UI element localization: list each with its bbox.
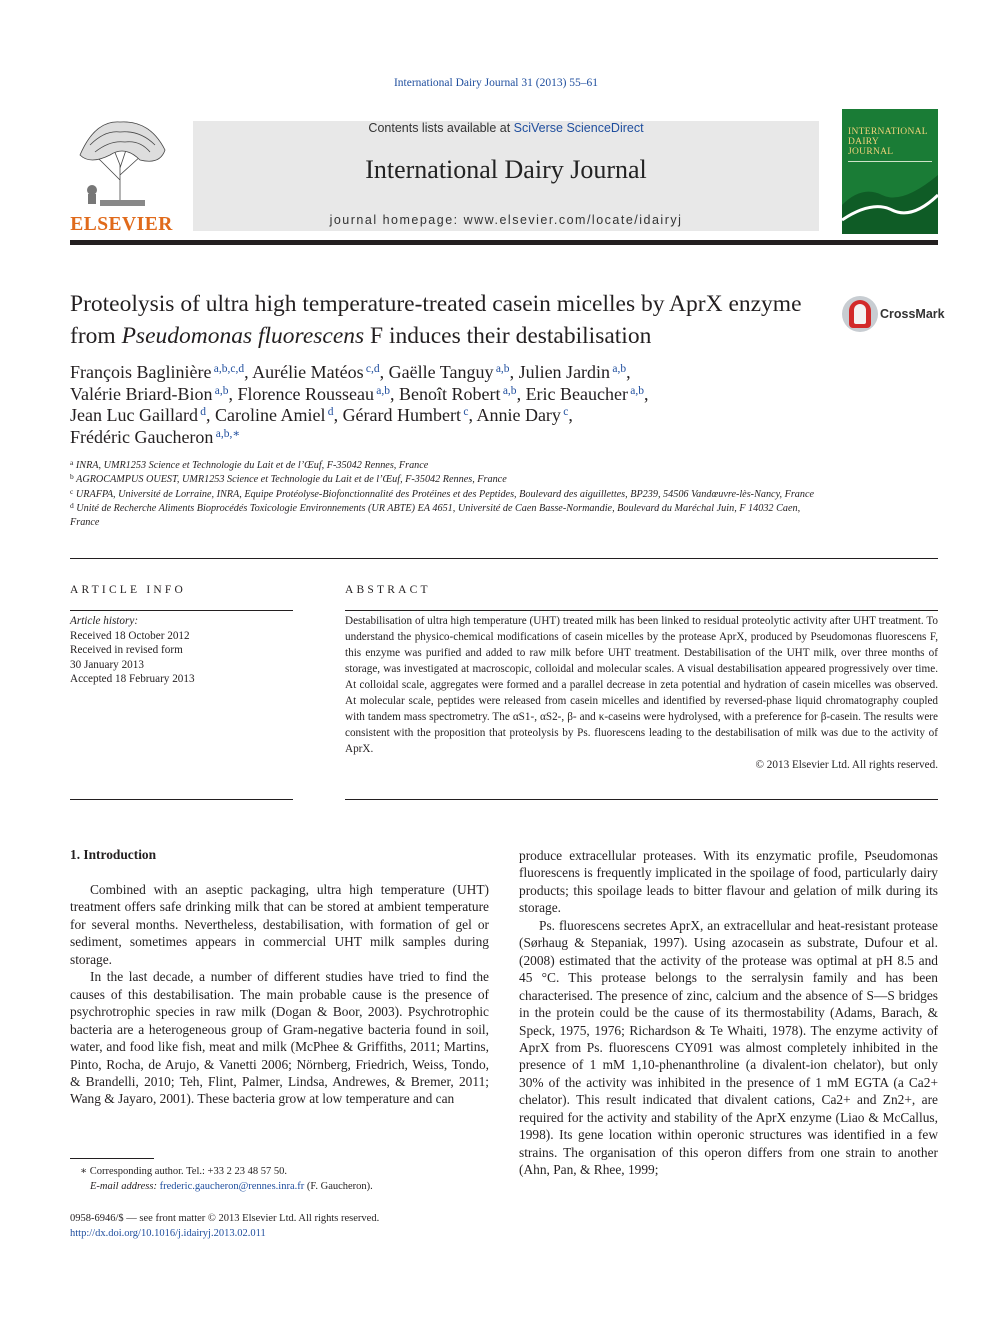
affiliation <box>70 502 830 531</box>
affiliation-text: URAFPA, Université de Lorraine, INRA, Equipe Protéolyse-Biofonctionnalité des Protéines et des Peptides, Boulevard des aiguillettes, BP239, 54506 Vandœuvre-lès-Nancy, France <box>73 488 815 500</box>
crossmark-icon-center <box>854 304 866 324</box>
abstract-heading: ABSTRACT <box>345 584 431 596</box>
author-name[interactable]: Gaëlle Tanguy <box>388 362 494 382</box>
paragraph: produce extracellular proteases. With its enzymatic profile, Pseudomonas fluorescens is frequently implicated in the spoilage of food, particularly dairy products; this spoilage leads to bitter flavour and gelation of milk during its storage. <box>519 848 938 916</box>
article-info-rule <box>70 610 293 611</box>
affiliation <box>70 473 830 487</box>
body-column-left <box>70 881 489 1108</box>
author-separator: , <box>390 383 400 404</box>
affiliation-mark: a <box>70 458 74 467</box>
affiliation <box>70 459 830 473</box>
homepage-link[interactable]: www.elsevier.com/locate/idairyj <box>463 213 683 227</box>
corresponding-author-note <box>70 1164 489 1194</box>
author-separator: , <box>244 362 253 382</box>
author-affiliation-marks[interactable]: a,b <box>628 384 645 397</box>
issn-line: 0958-6946/$ — see front matter © 2013 Elsevier Ltd. All rights reserved. <box>70 1213 380 1224</box>
history-accepted: Accepted 18 February 2013 <box>70 673 195 686</box>
elsevier-wordmark: ELSEVIER <box>70 214 173 235</box>
section-heading-introduction: 1. Introduction <box>70 847 157 862</box>
contents-line: Contents lists available at SciVerse ScienceDirect <box>368 121 644 135</box>
affiliation-list <box>70 459 830 530</box>
author-separator: , <box>516 383 526 404</box>
author-affiliation-marks[interactable]: c,d <box>363 363 380 375</box>
history-revised-date: 30 January 2013 <box>70 658 144 671</box>
affiliation-mark: c <box>70 486 74 496</box>
author-affiliation-marks[interactable]: c <box>461 406 469 418</box>
author-separator: , <box>379 362 389 382</box>
journal-masthead <box>193 121 819 231</box>
corresponding-author: ∗ Corresponding author. Tel.: +33 2 23 48 57 50. <box>80 1166 287 1177</box>
author-affiliation-marks[interactable]: a,b <box>212 384 229 397</box>
sciencedirect-link[interactable]: SciVerse ScienceDirect <box>513 121 644 135</box>
author-name[interactable]: Caroline Amiel <box>215 405 326 425</box>
author-separator: , <box>333 405 343 425</box>
author-affiliation-marks[interactable]: a,b <box>373 384 391 397</box>
copyright-block <box>70 1211 489 1241</box>
elsevier-tree-icon <box>70 110 173 210</box>
journal-cover-thumbnail[interactable] <box>842 109 938 234</box>
body-column-right <box>519 847 938 1179</box>
paragraph: Combined with an aseptic packaging, ultra high temperature (UHT) treatment offers safe drinking milk that can be stored at ambient temperature for several months. Nevertheless, destabilisation, with formation of gel or sediment, sometimes appears in commercial UHT milk samples during storage. <box>70 882 489 967</box>
author-name[interactable]: Eric Beaucher <box>525 383 628 404</box>
author-name[interactable]: Aurélie Matéos <box>252 362 364 382</box>
author-name[interactable]: Julien Jardin <box>518 362 611 382</box>
author-name[interactable]: Frédéric Gaucheron <box>70 426 214 447</box>
author-separator: , <box>509 362 519 382</box>
footnote-rule <box>70 1158 154 1159</box>
author-separator: , <box>568 405 573 425</box>
affiliation-text: AGROCAMPUS OUEST, UMR1253 Science et Technologie du Lait et de l’Œuf, F-35042 Rennes, France <box>73 474 507 486</box>
author-affiliation-marks[interactable]: a,b <box>500 384 517 397</box>
paragraph: In the last decade, a number of different studies have tried to find the causes of this destabilisation. The main probable cause is the presence of psychrotrophic species in raw milk (Dogan & Boor, 2003). Psychrotrophic bacteria are a heterogeneous group of Gram-negative bacteria found in soil, water, and food like fish, meat and milk (McPhee & Griffiths, 2011; Martins, Pinto, Rocha, de Arujo, & Vanetti 2006; Nörnberg, Friedrich, Weiss, Tondo, & Brandelli, 2010; Teh, Flint, Palmer, Lindsa, Andrewes, & Bremer, 2011; Wang & Jayaro, 2001). These bacteria grow at low temperature and can <box>70 969 489 1107</box>
cover-art <box>842 165 938 234</box>
crossmark-label: CrossMark <box>880 307 945 321</box>
paragraph: Ps. fluorescens secretes AprX, an extracellular and heat-resistant protease (Sørhaug & Stepaniak, 1997). Using azocasein as substrate, Dufour et al. (2008) estimated that the activity of the protease was optimal at pH 8.5 and 45 °C. This protease belongs to the serralysin family and has been characterised. The presence of zinc, calcium and the absence of S—S bridges in the protein could be the cause of its thermostability (Adams, Barach, & Speck, 1975, 1976; Richardson & Te Whaiti, 1978). The enzyme activity of AprX from Ps. fluorescens CY091 was almost completely inhibited in the presence of 1 mM 1,10-phenanthroline (a divalent-ion chelator), but only 30% of the activity was inhibited in the presence of 1 mM EGTA (a Ca2+ chelator). This result indicated that divalent cations, Ca2+ and Zn2+, are required for the activity and stability of the AprX enzyme (Liao & McCallus, 1998). Its gene location within operonic structures was identified in a few strains. The organisation of this operon differs from one strain to another (Ahn, Pan, & Rhee, 1999; <box>519 917 938 1178</box>
author-separator: , <box>206 405 216 425</box>
author-name[interactable]: François Baglinière <box>70 362 212 382</box>
crossmark-badge[interactable] <box>842 296 945 336</box>
affiliation-rule <box>70 558 938 559</box>
history-received: Received 18 October 2012 <box>70 629 190 642</box>
abstract-rule <box>345 610 938 611</box>
abstract-text <box>345 614 938 774</box>
doi-link[interactable]: http://dx.doi.org/10.1016/j.idairyj.2013.02.011 <box>70 1228 266 1239</box>
author-name[interactable]: Valérie Briard-Bion <box>70 383 213 404</box>
author-separator: , <box>228 383 238 404</box>
author-name[interactable]: Annie Dary <box>476 405 561 425</box>
article-history <box>70 614 293 687</box>
affiliation <box>70 488 830 502</box>
journal-citation[interactable]: International Dairy Journal 31 (2013) 55–61 <box>393 77 599 89</box>
email-line: E-mail address: frederic.gaucheron@rennes.inra.fr (F. Gaucheron). <box>90 1181 373 1192</box>
journal-homepage: journal homepage: www.elsevier.com/locate/idairyj <box>329 213 683 227</box>
affiliation-mark: b <box>70 472 74 482</box>
author-list <box>70 362 830 448</box>
article-info-bottom-rule <box>70 799 293 800</box>
author-name[interactable]: Benoît Robert <box>399 383 501 404</box>
author-affiliation-marks[interactable]: a,b <box>610 363 627 375</box>
header-rule <box>70 240 938 245</box>
author-affiliation-marks[interactable]: a,b,c,d <box>211 363 245 375</box>
article-info-heading: ARTICLE INFO <box>70 584 186 596</box>
history-label: Article history: <box>70 615 139 627</box>
abstract-copyright: © 2013 Elsevier Ltd. All rights reserved. <box>755 758 938 771</box>
author-affiliation-marks[interactable]: a,b <box>493 363 510 375</box>
abstract-body: Destabilisation of ultra high temperature (UHT) treated milk has been linked to residual proteolytic activity after UHT treatment. To understand the physico-chemical modifications of casein micelles by the protease AprX, produced by Pseudomonas fluorescens F, this enzyme was purified and added to raw milk before UHT treatment. Destabilisation of the UHT milk, over three months of storage, was investigated at macroscopic, colloidal and molecular scales. A visual destabilisation appeared progressively over time. At colloidal scale, aggregates were formed and a parallel decrease in zeta potential and hydration of casein micelles was observed. At molecular scale, peptides were released from casein micelles and identified by reversed-phase liquid chromatography coupled with tandem mass spectrometry. The αS1-, αS2-, β- and κ-caseins were hydrolysed, with a preference for β-casein. The results were consistent with the proposition that proteolysis by Ps. fluorescens leading to the destabilisation of milk was due to the activity of AprX. <box>345 615 938 755</box>
affiliation-mark: d <box>70 500 74 510</box>
author-name[interactable]: Jean Luc Gaillard <box>70 405 198 425</box>
author-separator: , <box>626 362 631 382</box>
elsevier-logo[interactable] <box>70 110 173 234</box>
affiliation-text: INRA, UMR1253 Science et Technologie du Lait et de l’Œuf, F-35042 Rennes, France <box>73 460 429 471</box>
author-separator: , <box>468 405 477 425</box>
author-affiliation-marks[interactable]: d <box>197 406 207 418</box>
abstract-bottom-rule <box>345 799 938 800</box>
author-name[interactable]: Gérard Humbert <box>342 405 462 425</box>
author-affiliation-marks[interactable]: a,b,∗ <box>213 427 241 440</box>
cover-title: INTERNATIONAL DAIRY JOURNAL <box>848 127 928 157</box>
history-revised: Received in revised form <box>70 644 183 657</box>
email-link[interactable]: frederic.gaucheron@rennes.inra.fr <box>159 1181 305 1192</box>
journal-name: International Dairy Journal <box>365 155 647 184</box>
author-affiliation-marks[interactable]: c <box>560 406 569 418</box>
author-name[interactable]: Florence Rousseau <box>237 383 374 404</box>
affiliation-text: Unité de Recherche Aliments Bioprocédés Toxicologie Environnements (UR ABTE) EA 4651, Université de Caen Basse-Normandie, Boulevard du Maréchal Juin, F 14032 Caen, France <box>70 502 801 529</box>
author-affiliation-marks[interactable]: d <box>325 406 334 418</box>
cover-divider <box>848 161 932 162</box>
author-separator: , <box>644 383 649 404</box>
article-title: Proteolysis of ultra high temperature-treated casein micelles by AprX enzyme from Pseudomonas fluorescens F induces their destabilisation <box>70 291 802 349</box>
